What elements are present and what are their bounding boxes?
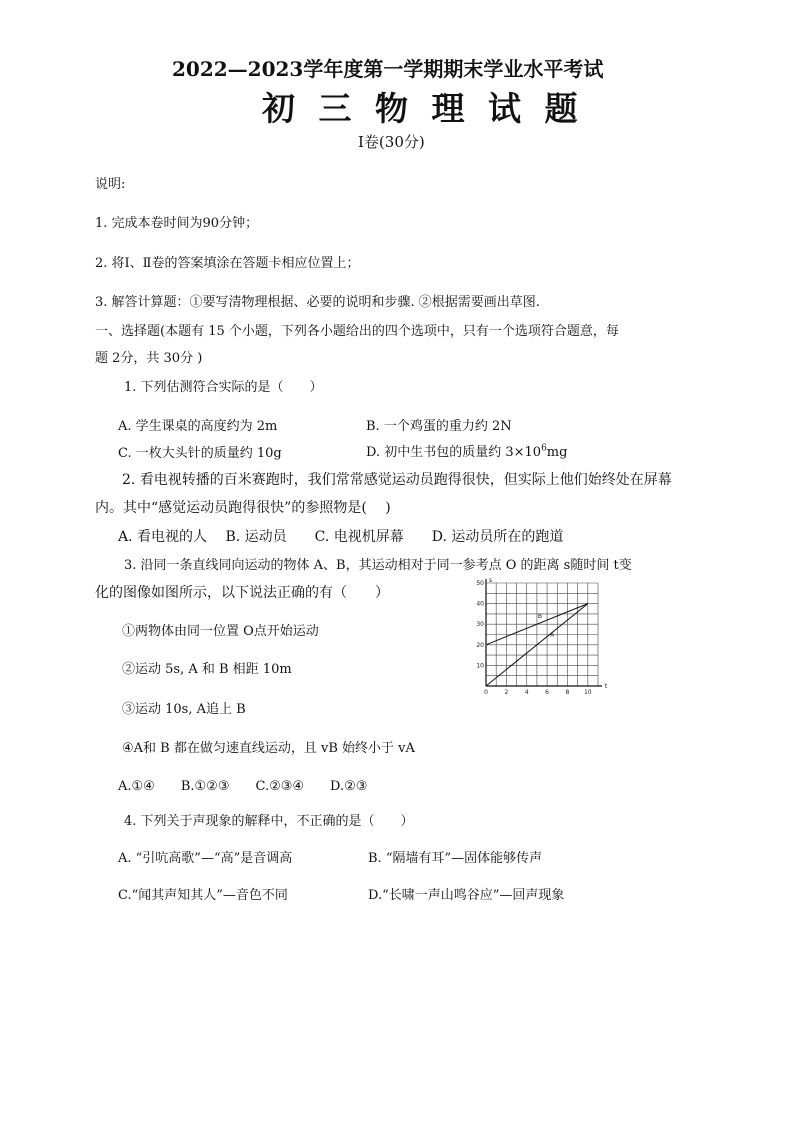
- series-label-a: A: [550, 631, 555, 639]
- option-d-text: D. 初中生书包的质量约 3×10: [366, 445, 542, 460]
- x-tick-label: 4: [524, 689, 529, 696]
- question-1-option-b: B. 一个鸡蛋的重力约 2N: [366, 419, 512, 434]
- question-3-statement-1: ①两物体由同一位置 O点开始运动: [122, 624, 319, 639]
- instructions-heading: 说明:: [95, 177, 126, 192]
- section-heading: 一、选择题(本题有 15 个小题，下列各小题给出的四个选项中，只有一个选项符合题意，每: [95, 324, 619, 339]
- series-label-b: B: [537, 613, 543, 621]
- page-title: 初 三 物 理 试 题: [262, 89, 584, 128]
- x-tick-label: 8: [565, 689, 570, 696]
- question-1-option-a: A. 学生课桌的高度约为 2m: [118, 419, 278, 434]
- section-heading-cont: 题 2分，共 30分 ): [95, 351, 203, 366]
- question-3-statement-2: ②运动 5s, A 和 B 相距 10m: [122, 662, 292, 677]
- volume-label: Ⅰ卷(30分): [358, 133, 425, 151]
- x-tick-label: 0: [484, 689, 488, 696]
- question-3-statement-4: ④A和 B 都在做匀速直线运动，且 vB 始终小于 vA: [122, 741, 415, 756]
- s-t-graph: [474, 576, 614, 696]
- question-1-option-c: C. 一枚大头针的质量约 10g: [118, 446, 282, 461]
- x-tick-label: 2: [504, 689, 509, 696]
- question-4-stem: 4. 下列关于声现象的解释中，不正确的是（ ）: [124, 814, 414, 829]
- question-2-options: A. 看电视的人 B. 运动员 C. 电视机屏幕 D. 运动员所在的跑道: [118, 529, 564, 545]
- y-tick-label: 30: [476, 621, 484, 629]
- x-tick-label: 6: [545, 689, 550, 696]
- question-2-stem-cont: 内。其中“感觉运动员跑得很快”的参照物是( ): [95, 500, 391, 516]
- instruction-item: 3. 解答计算题：①要写清物理根据、必要的说明和步骤. ②根据需要画出草图.: [95, 295, 540, 310]
- question-4-option-d: D.“长啸一声山鸣谷应”—回声现象: [368, 888, 565, 903]
- question-4-option-c: C.“闻其声知其人”—音色不同: [118, 888, 288, 903]
- question-3-stem: 3. 沿同一条直线同向运动的物体 A、B，其运动相对于同一参考点 O 的距离 s随时间 t变: [124, 558, 632, 573]
- question-3-statement-3: ③运动 10s, A追上 B: [122, 702, 246, 717]
- x-axis-label: t: [604, 683, 608, 690]
- y-tick-label: 20: [476, 641, 484, 649]
- question-1-option-d: [366, 441, 567, 460]
- question-3-options: A.①④ B.①②③ C.②③④ D.②③: [118, 779, 368, 794]
- question-3-stem-cont: 化的图像如图所示，以下说法正确的有（ ）: [95, 585, 389, 601]
- question-1-stem: 1. 下列估测符合实际的是（ ）: [124, 380, 323, 395]
- y-axis-label: s: [489, 577, 493, 584]
- instruction-item: 2. 将Ⅰ、Ⅱ卷的答案填涂在答题卡相应位置上；: [95, 256, 360, 271]
- question-4-option-a: A. “引吭高歌”—“高”是音调高: [118, 851, 293, 866]
- option-d-exponent: 6: [541, 443, 547, 454]
- instruction-item: 1. 完成本卷时间为90分钟；: [95, 216, 259, 231]
- x-tick-label: 10: [583, 689, 592, 696]
- y-tick-label: 40: [476, 600, 484, 608]
- question-4-option-b: B. “隔墙有耳”—固体能够传声: [368, 851, 543, 866]
- exam-header: 2022—2023学年度第一学期期末学业水平考试: [172, 57, 604, 81]
- y-tick-label: 10: [476, 662, 484, 670]
- question-2-stem: 2. 看电视转播的百米赛跑时，我们常常感觉运动员跑得很快，但实际上他们始终处在屏幕: [122, 472, 672, 488]
- option-d-unit: mg: [546, 445, 568, 460]
- y-tick-label: 50: [476, 580, 484, 587]
